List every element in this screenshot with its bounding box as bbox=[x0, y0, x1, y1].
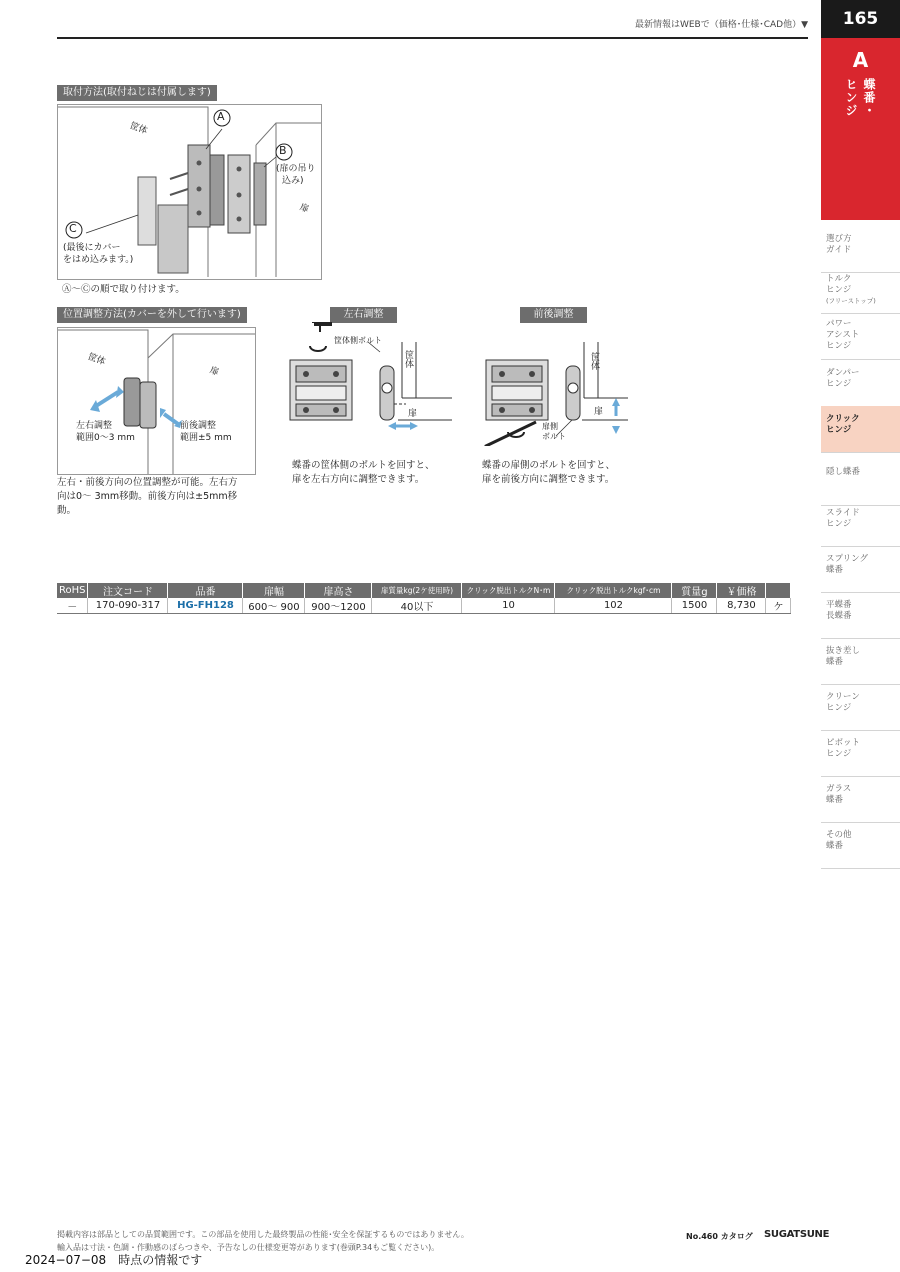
position-label-body: 筐体 bbox=[86, 352, 107, 368]
cell-unit: ケ bbox=[766, 598, 791, 614]
install-mark-c: C bbox=[69, 222, 77, 235]
lr-adjust-title: 左右調整 bbox=[330, 307, 397, 323]
cell-price: 8,730 bbox=[717, 598, 766, 614]
col-torque-nm: クリック脱出トルクN･m bbox=[462, 583, 555, 598]
table-header-row bbox=[57, 583, 791, 598]
col-door-height: 扉高さ bbox=[305, 583, 372, 598]
install-mark-b: B bbox=[279, 144, 287, 157]
sidebar-item-power-assist[interactable]: パワー アシスト ヒンジ bbox=[821, 314, 900, 360]
position-caption: 左右・前後方向の位置調整が可能。左右方 向は0～ 3mm移動。前後方向は±5mm移 動。 bbox=[57, 477, 238, 516]
sidebar-item-clean[interactable]: クリーン ヒンジ bbox=[821, 682, 900, 731]
col-door-width: 扉幅 bbox=[243, 583, 305, 598]
sidebar-item-torque[interactable]: トルク ヒンジ (フリーストップ) bbox=[821, 270, 900, 314]
sidebar-item-other[interactable]: その他 蝶番 bbox=[821, 820, 900, 869]
lr-caption: 蝶番の筐体側のボルトを回すと、 扉を左右方向に調整できます。 bbox=[292, 460, 435, 485]
cell-door-width: 600～ 900 bbox=[243, 598, 305, 614]
cell-door-height: 900～1200 bbox=[305, 598, 372, 614]
install-mark-a: A bbox=[217, 110, 225, 123]
sidebar-item-slide[interactable]: スライド ヒンジ bbox=[821, 498, 900, 547]
sidebar-item-spring[interactable]: スプリング 蝶番 bbox=[821, 544, 900, 593]
col-mass: 質量g bbox=[672, 583, 717, 598]
header-divider bbox=[57, 37, 808, 39]
lr-door-label: 扉 bbox=[408, 409, 418, 419]
spec-table bbox=[57, 583, 791, 614]
cell-door-mass: 40以下 bbox=[372, 598, 462, 614]
position-label-door: 扉 bbox=[208, 365, 220, 379]
lr-bolt-label: 筐体側ボルト bbox=[334, 336, 382, 345]
sidebar-item-pivot[interactable]: ピボット ヒンジ bbox=[821, 728, 900, 777]
col-order-code: 注文コード bbox=[88, 583, 168, 598]
timestamp: 2024−07−08 時点の情報です bbox=[25, 1253, 203, 1267]
install-title: 取付方法(取付ねじは付属します) bbox=[57, 85, 217, 101]
header-note[interactable]: 最新情報はWEBで（価格･仕様･CAD他）▼ bbox=[634, 20, 808, 30]
cell-torque-kgf: 102 bbox=[555, 598, 672, 614]
install-order-note: Ⓐ～Ⓒの順で取り付けます。 bbox=[62, 284, 185, 295]
col-torque-kgf: クリック脱出トルクkgf･cm bbox=[555, 583, 672, 598]
cell-mass: 1500 bbox=[672, 598, 717, 614]
sidebar-item-flat[interactable]: 平蝶番 長蝶番 bbox=[821, 590, 900, 639]
sidebar-item-click[interactable]: クリック ヒンジ bbox=[821, 406, 900, 453]
position-illustration bbox=[58, 328, 255, 474]
catalog-label: No.460 カタログ bbox=[686, 1232, 753, 1241]
cell-torque-nm: 10 bbox=[462, 598, 555, 614]
cell-rohs: － bbox=[57, 598, 88, 614]
sidebar-item-damper[interactable]: ダンパー ヒンジ bbox=[821, 360, 900, 407]
cell-order-code: 170-090-317 bbox=[88, 598, 168, 614]
sidebar-item-concealed[interactable]: 隠し蝶番 bbox=[821, 452, 900, 506]
install-b-note: (扉の吊り 込み) bbox=[276, 164, 316, 186]
install-diagram bbox=[57, 104, 322, 280]
install-label-body: 筐体 bbox=[128, 121, 149, 137]
col-door-mass: 扉質量kg(2ケ使用時) bbox=[372, 583, 462, 598]
sidebar-item-guide[interactable]: 選び方 ガイド bbox=[821, 228, 900, 273]
section-title-col2: ヒンジ bbox=[844, 78, 858, 117]
col-unit bbox=[766, 583, 791, 598]
sidebar-item-liftoff[interactable]: 抜き差し 蝶番 bbox=[821, 636, 900, 685]
fb-door-label: 扉 bbox=[594, 407, 604, 417]
brand-logo: SUGATSUNE bbox=[764, 1229, 830, 1240]
sidebar-item-glass[interactable]: ガラス 蝶番 bbox=[821, 774, 900, 823]
footer-disclaimer: 掲載内容は部品としての品質範囲です。この部品を使用した最終製品の性能･安全を保証するものではありません。 輸入品は寸法・色調・作動感のばらつきや、予告なしの仕様変更等があります(巻頭P.34もご覧ください)。 bbox=[57, 1230, 469, 1252]
fb-bolt-label: 扉側 ボルト bbox=[542, 422, 566, 441]
position-title: 位置調整方法(カバーを外して行います) bbox=[57, 307, 247, 323]
col-part-number: 品番 bbox=[168, 583, 243, 598]
cell-part-number[interactable]: HG-FH128 bbox=[168, 598, 243, 614]
page-number: 165 bbox=[821, 0, 900, 38]
lr-body-label: 筐体 bbox=[403, 350, 413, 368]
fb-adjust-title: 前後調整 bbox=[520, 307, 587, 323]
install-c-note: (最後にカバー をはめ込みます。) bbox=[63, 243, 134, 265]
section-letter: A bbox=[852, 48, 869, 72]
col-rohs: RoHS bbox=[57, 583, 88, 598]
section-tab[interactable] bbox=[821, 38, 900, 220]
position-lr: 左右調整 範囲0～3 mm bbox=[76, 421, 135, 443]
position-fb: 前後調整 範囲±5 mm bbox=[180, 421, 232, 443]
position-diagram bbox=[57, 327, 256, 475]
fb-body-label: 筐体 bbox=[589, 352, 599, 370]
section-title-col1: 蝶番・ bbox=[862, 78, 876, 117]
fb-caption: 蝶番の扉側のボルトを回すと、 扉を前後方向に調整できます。 bbox=[482, 460, 616, 485]
install-label-door: 扉 bbox=[298, 202, 310, 216]
col-price: ￥価格 bbox=[717, 583, 766, 598]
table-row bbox=[57, 598, 791, 614]
